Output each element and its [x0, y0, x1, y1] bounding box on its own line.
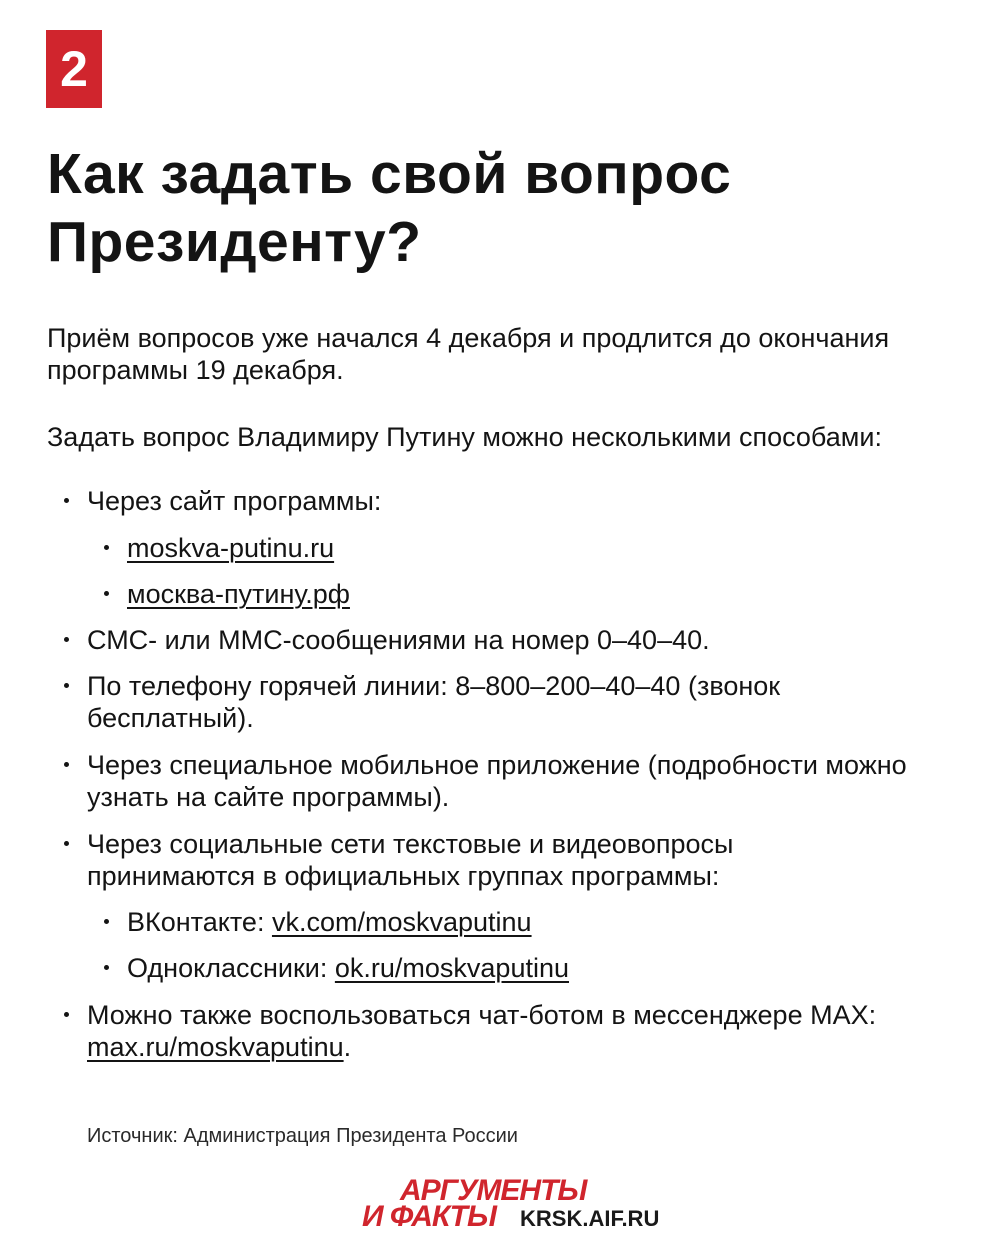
bullet-icon	[104, 545, 109, 550]
max-text: Можно также воспользоваться чат-ботом в мессенджере MAX:	[87, 1000, 877, 1030]
phone-text: По телефону горячей линии: 8–800–200–40–40 (звонок бесплатный).	[87, 671, 781, 733]
page-title	[47, 140, 947, 276]
source-note: Источник: Администрация Президента России	[87, 1125, 518, 1147]
logo-site: KRSK.AIF.RU	[520, 1206, 660, 1231]
link-max[interactable]: max.ru/moskvaputinu	[87, 1032, 344, 1062]
title-line-1: Как задать свой вопрос	[47, 142, 732, 206]
bullet-icon	[64, 637, 69, 642]
list-item-site	[87, 485, 957, 517]
list-item-phone	[87, 670, 877, 734]
list-item-app	[87, 749, 917, 813]
aif-logo	[360, 1176, 660, 1236]
list-item-ok	[127, 952, 957, 984]
list-item-sms	[87, 624, 957, 656]
bullet-icon	[104, 591, 109, 596]
list-item-social	[87, 828, 847, 892]
sms-text: СМС- или ММС-сообщениями на номер 0–40–40.	[87, 625, 710, 655]
site-label: Через сайт программы:	[87, 486, 382, 516]
bullet-icon	[64, 1012, 69, 1017]
link-moskva-putinu-rf[interactable]: москва-путину.рф	[127, 579, 350, 609]
max-suffix: .	[343, 1032, 352, 1062]
bullet-icon	[104, 919, 109, 924]
bullet-icon	[64, 683, 69, 688]
social-text: Через социальные сети текстовые и видеовопросы принимаются в официальных группах программы:	[87, 829, 734, 891]
bullet-icon	[64, 498, 69, 503]
logo-line-1: АРГУМЕНТЫ	[400, 1174, 587, 1207]
bullet-icon	[64, 841, 69, 846]
link-vk[interactable]: vk.com/moskvaputinu	[271, 907, 532, 937]
list-item-max	[87, 999, 957, 1063]
bullet-icon	[64, 762, 69, 767]
intro-paragraph: Приём вопросов уже начался 4 декабря и продлится до окончания программы 19 декабря.	[47, 323, 890, 385]
methods-intro: Задать вопрос Владимиру Путину можно несколькими способами:	[47, 422, 882, 452]
link-moskva-putinu-ru[interactable]: moskva-putinu.ru	[127, 533, 335, 563]
list-item-site-link-1	[127, 532, 957, 564]
title-line-2: Президенту?	[47, 210, 422, 274]
ok-label: Одноклассники:	[127, 953, 335, 983]
bullet-icon	[104, 965, 109, 970]
app-text: Через специальное мобильное приложение (подробности можно узнать на сайте программы).	[87, 750, 907, 812]
list-item-vk	[127, 906, 957, 938]
list-item-site-link-2	[127, 578, 957, 610]
link-ok[interactable]: ok.ru/moskvaputinu	[334, 953, 569, 983]
vk-label: ВКонтакте:	[127, 907, 272, 937]
logo-line-2: И ФАКТЫ	[362, 1200, 496, 1233]
slide-number-badge: 2	[46, 30, 102, 108]
